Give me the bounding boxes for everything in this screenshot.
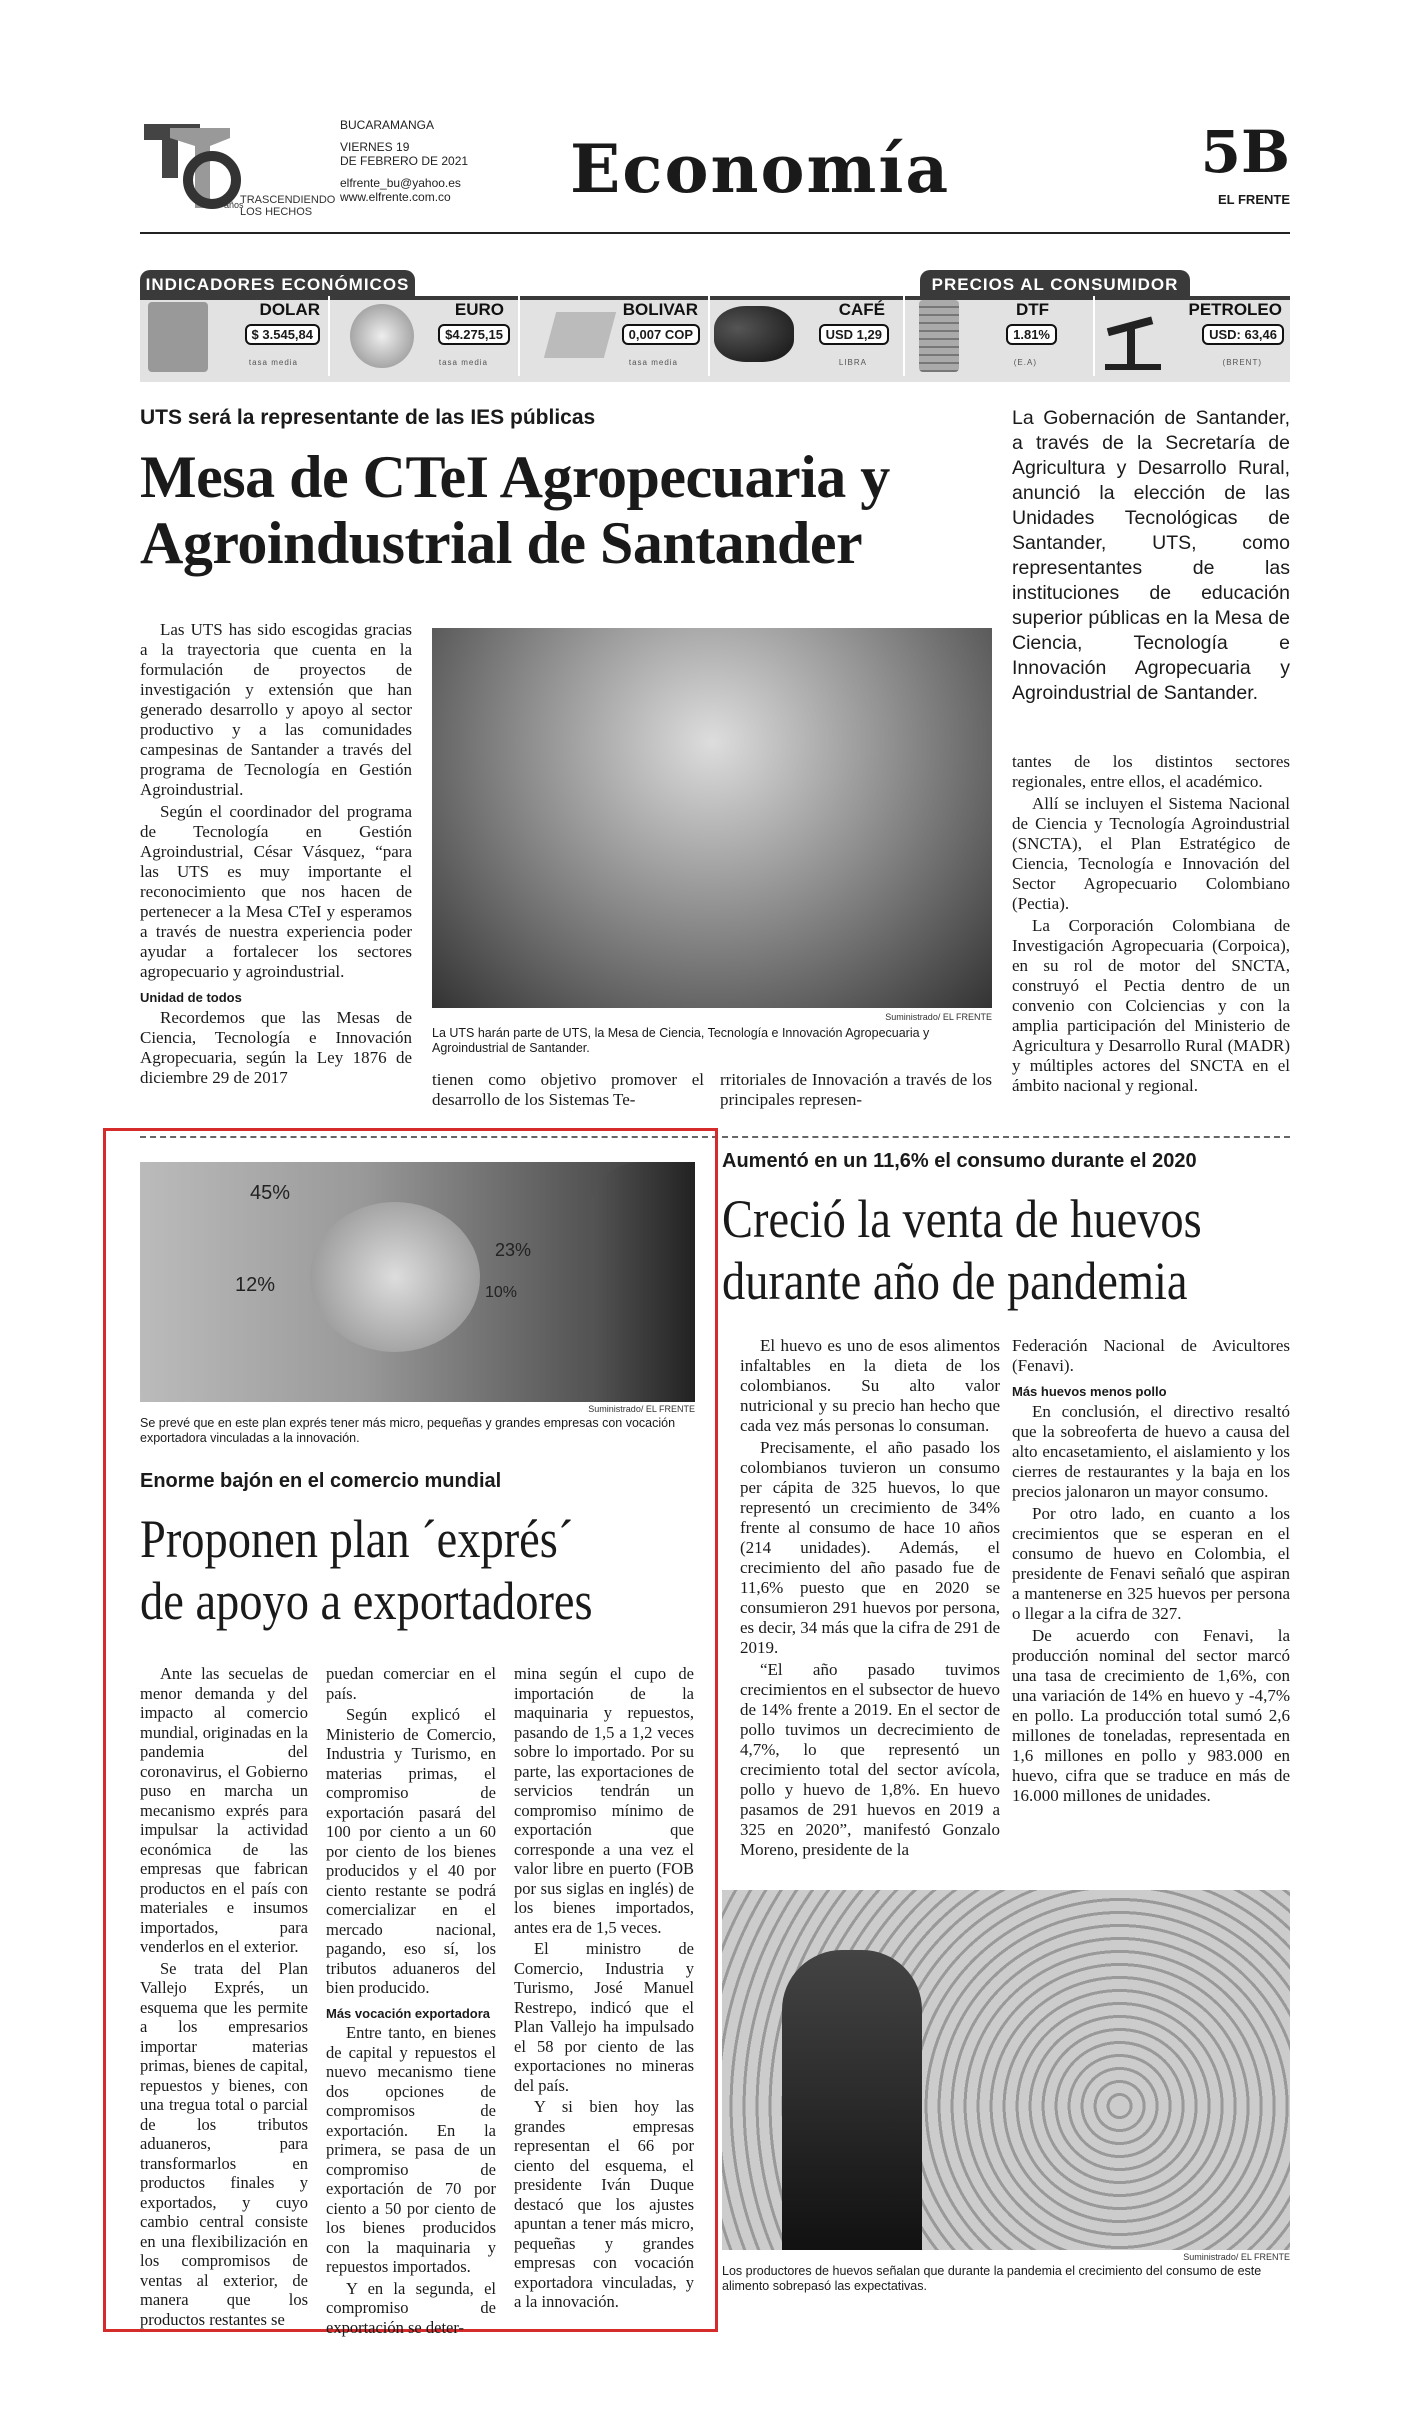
indicator-value: $4.275,15: [438, 324, 510, 345]
indicator-sub: (E.A): [1013, 358, 1037, 367]
article1-headline: Mesa de CTeI Agropecuaria y Agroindustrial de Santander: [140, 444, 890, 576]
article2-col1: Ante las secuelas de menor demanda y del impacto al comercio mundial, originadas en la pandemia del coronavirus, el Gobierno puso en marcha un mecanismo exprés para impulsar la actividad económica de las empresas que fabrican productos en el país con materiales e insumos importados, para venderlos en el exterior. Se trata del Plan Vallejo Exprés, un esquema que les permite a los empresarios importar materias primas, bienes de capital, repuestos y bienes, con una tregua total o parcial de los tributos aduaneros, para transformarlos en productos finales y exportados, y cuyo cambio central consiste en una flexibilización en los compromisos de ventas al exterior, de manera que los productos restantes se: [140, 1664, 308, 2329]
coin-icon: [350, 304, 414, 368]
indicator-label: CAFÉ: [838, 300, 885, 319]
indicator-value: USD 1,29: [819, 324, 889, 345]
logo-slogan-2: LOS HECHOS: [240, 206, 313, 218]
indicator-value: USD: 63,46: [1202, 324, 1284, 345]
coin-stack-icon: [919, 300, 959, 372]
coffee-beans-icon: [714, 306, 794, 362]
indicators-title-left: INDICADORES ECONÓMICOS: [140, 270, 415, 300]
article1-col4: tantes de los distintos sectores regionales, entre ellos, el académico. Allí se incluyen el Sistema Nacional de Ciencia y Tecnología Agroindustrial (SNCTA), el Plan Estratégico de Ciencia, Tecnología e Innovación del Sector Agropecuario Colombiano (Pectia). La Corporación Colombiana de Investigación Agropecuaria (Corpoica), en su rol de motor del SNCTA, construyó el Pectia dentro de un convenio con Colciencias y con la amplia participación del Ministerio de Agricultura y Desarrollo Rural (MADR) y múltiples actores del SNCTA en el ámbito nacional y regional.: [1012, 752, 1290, 1095]
article1-col3-tail: rritoriales de Innovación a través de los principales represen-: [720, 1070, 992, 1109]
section-title: Economía: [570, 130, 951, 208]
indicator-sub: LIBRA: [838, 358, 867, 367]
indicator-label: BOLIVAR: [622, 300, 698, 319]
subhead: Más vocación exportadora: [326, 2005, 490, 2021]
website-link[interactable]: www.elfrente.com.co: [340, 190, 451, 204]
article1-col2-tail: tienen como objetivo promover el desarrollo de los Sistemas Te-: [432, 1070, 704, 1109]
article2-photo: [140, 1162, 695, 1402]
indicator-label: PETROLEO: [1188, 300, 1282, 319]
article3-col2: Federación Nacional de Avicultores (Fenavi). Más huevos menos pollo En conclusión, el directivo resaltó que la sobreoferta de huevo a causa del alto encasetamiento, el aislamiento y los cierres de restaurantes y la baja en los precios jalonaron un mayor consumo. Por otro lado, en cuanto a los crecimientos que se esperan en el consumo de huevo en Colombia, el presidente de Fenavi señaló que aspiran a mantenerse en 325 huevos per persona o llegar a la cifra de 327. De acuerdo con Fenavi, la producción nominal del sector marcó una tasa de crecimiento de 1,6%, con una variación de 14% en huevo y -4,7% en pollo. La producción total sumó 2,6 millones de toneladas, representada en 1,6 millones en pollo y 983.000 en huevo, cifra que se traduce en más de 16.000 millones de unidades.: [1012, 1336, 1290, 1805]
article2-kicker: Enorme bajón en el comercio mundial: [140, 1470, 502, 1492]
article3-headline: Creció la venta de huevos durante año de pandemia: [722, 1189, 1202, 1311]
indicator-label: DOLAR: [259, 300, 320, 319]
indicator-euro: [330, 296, 520, 376]
photo-caption: Se prevé que en este plan exprés tener más micro, pequeñas y grandes empresas con vocación exportadora vinculadas a la innovación.: [140, 1416, 676, 1445]
article1-kicker: UTS será la representante de las IES públicas: [140, 406, 596, 429]
indicator-sub: tasa media: [248, 358, 298, 367]
indicator-sub: (BRENT): [1222, 358, 1262, 367]
photo-caption: Los productores de huevos señalan que durante la pandemia el crecimiento del consumo de este alimento sobrepasó las expectativas.: [722, 2264, 1262, 2293]
indicator-label: DTF: [1015, 300, 1049, 319]
chart-label-4: 10%: [485, 1284, 518, 1301]
date-line-2: DE FEBRERO DE 2021: [340, 154, 469, 168]
photo-credit: Suministrado/ EL FRENTE: [588, 1404, 695, 1414]
city: BUCARAMANGA: [340, 118, 435, 132]
indicator-petroleo: [1095, 296, 1290, 376]
chart-label-2: 23%: [495, 1240, 532, 1260]
subhead: Unidad de todos: [140, 990, 242, 1005]
indicator-bolivar: [520, 296, 710, 376]
indicator-dtf: [905, 296, 1095, 376]
chart-label-3: 12%: [235, 1274, 276, 1296]
indicator-dolar: [140, 296, 330, 376]
oil-pump-icon: [1101, 302, 1165, 372]
photo-caption: La UTS harán parte de UTS, la Mesa de Ciencia, Tecnología e Innovación Agropecuaria y Agroindustrial de Santander.: [432, 1026, 930, 1055]
date-line-1: VIERNES 19: [340, 140, 410, 154]
article3-col1: El huevo es uno de esos alimentos infaltables en la dieta de los colombianos. Su alto valor nutricional y su precio han hecho que cada vez más personas lo consuman. Precisamente, el año pasado los colombianos tuvieron un consumo per cápita de 325 huevos, lo que representó un crecimiento de 34% frente al consumo de hace 10 años (214 unidades). Además, el crecimiento del año pasado fue de 11,6% puesto que en 2020 se consumieron 291 huevos por persona, es decir, 34 más que la cifra de 291 de 2019. “El año pasado tuvimos crecimientos en el subsector de huevo de 14% frente a 2019. En el sector de pollo tuvimos un decrecimiento de 4,7%, lo que representó un crecimiento total del sector avícola, pollo y huevo de 1,8%. En huevo pasamos de 291 huevos en 2019 a 325 en 2020”, manifestó Gonzalo Moreno, presidente de la: [740, 1336, 1000, 1859]
subhead: Más huevos menos pollo: [1012, 1384, 1167, 1399]
dollar-bill-icon: [148, 302, 208, 372]
article2-col3: mina según el cupo de importación de la maquinaria y repuestos, pasando de 1,5 a 1,2 veces sobre lo importado. Por su parte, las exportaciones de servicios tendrán un compromiso mínimo de exportación que corresponde a una vez el valor libre en puerto (FOB por sus siglas en inglés) de los bienes importados, antes era de 1,5 veces. El ministro de Comercio, Industria y Turismo, José Manuel Restrepo, indicó que el Plan Vallejo ha impulsado el 58 por ciento de las exportaciones no mineras del país. Y si bien hoy las grandes empresas representan el 66 por ciento del esquema, el presidente Iván Duque destacó que los ajustes apuntan a tener más micro, pequeñas y grandes empresas con vocación exportadora vinculadas, y a la innovación.: [514, 1664, 694, 2311]
photo-credit: Suministrado/ EL FRENTE: [1183, 2252, 1290, 2262]
article2-col2: puedan comerciar en el país. Según explicó el Ministerio de Comercio, Industria y Turismo, en materias primas, el compromiso de exportación pasará del 100 por ciento a un 60 por ciento de los bienes producidos y el 40 por ciento restante se podrá comercializar en el mercado nacional, pagando, eso sí, los tributos aduaneros del bien producido. Más vocación exportadora Entre tanto, en bienes de capital y repuestos el nuevo mecanismo tiene dos opciones de compromisos de exportación. En la primera, se pasa de un compromiso de exportación de 70 por ciento a 50 por ciento de los bienes producidos con la maquinaria y repuestos importados. Y en la segunda, el compromiso de exportación se deter-: [326, 1664, 496, 2337]
masthead: [140, 118, 1290, 230]
logo: [140, 118, 244, 218]
indicator-cafe: [710, 296, 905, 376]
chart-label-1: 45%: [250, 1182, 291, 1204]
masthead-rule: [140, 232, 1290, 234]
photo-credit: Suministrado/ EL FRENTE: [885, 1012, 992, 1022]
svg-text:años: años: [224, 200, 244, 210]
indicator-value: 1.81%: [1006, 324, 1057, 345]
article1-col1: Las UTS has sido escogidas gracias a la trayectoria que cuenta en la formulación de proyectos de investigación y extensión que han generado desarrollo y apoyo al sector productivo y a las comunidades campesinas de Santander a través del programa de Tecnología en Gestión Agroindustrial. Según el coordinador del programa de Tecnología en Gestión Agroindustrial, César Vásquez, “para las UTS es muy importante el reconocimiento que nos hacen de pertenecer a la Mesa CTeI y esperamos a través de nuestra experiencia poder ayudar a fortalecer los sectores agropecuario y agroindustrial. Unidad de todos Recordemos que las Mesas de Ciencia, Tecnología e Innovación Agropecuaria, según la Ley 1876 de diciembre 29 de 2017: [140, 620, 412, 1087]
email[interactable]: elfrente_bu@yahoo.es: [340, 176, 461, 190]
article1-lead: La Gobernación de Santander, a través de la Secretaría de Agricultura y Desarrollo Rural, anunció la elección de las Unidades Tecnológicas de Santander, UTS, como representantes de las instituciones de educación superior públicas en la Mesa de Ciencia, Tecnología e Innovación Agropecuaria y Agroindustrial de Santander.: [1012, 407, 1290, 704]
article2-headline: Proponen plan ´exprés´ de apoyo a exportadores: [140, 1509, 593, 1631]
logo-slogan-1: TRASCENDIENDO: [240, 194, 336, 206]
article3-kicker: Aumentó en un 11,6% el consumo durante el 2020: [722, 1150, 1197, 1172]
page-number: 5B: [1200, 118, 1290, 186]
indicator-value: 0,007 COP: [622, 324, 700, 345]
article3-photo: [722, 1890, 1290, 2250]
indicators-title-right: PRECIOS AL CONSUMIDOR: [920, 270, 1190, 300]
indicator-sub: tasa media: [628, 358, 678, 367]
indicator-sub: tasa media: [438, 358, 488, 367]
banknote-stack-icon: [544, 312, 616, 358]
indicator-value: $ 3.545,84: [245, 324, 320, 345]
paper-name: EL FRENTE: [1218, 192, 1290, 207]
article1-photo: [432, 628, 992, 1008]
indicator-label: EURO: [454, 300, 504, 319]
